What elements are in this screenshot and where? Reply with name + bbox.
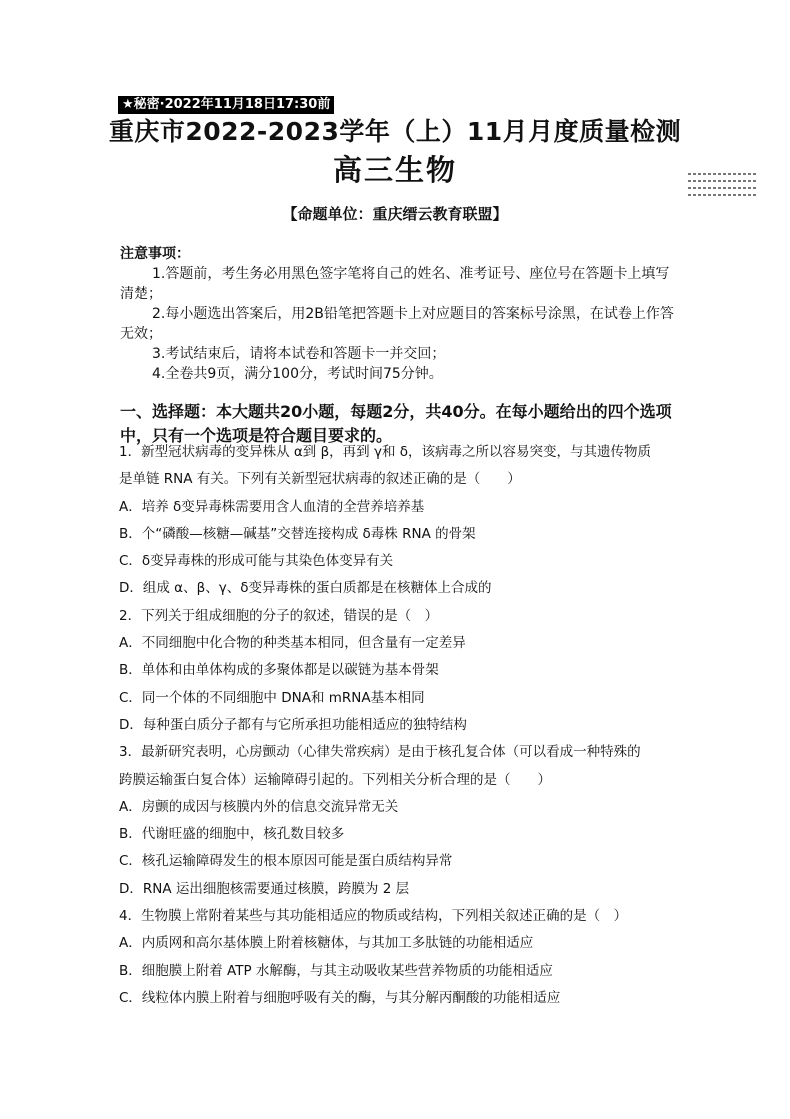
option-line: B．代谢旺盛的细胞中，核孔数目较多	[119, 826, 345, 843]
option-line: C．核孔运输障碍发生的根本原因可能是蛋白质结构异常	[119, 853, 453, 870]
option-line: D．每种蛋白质分子都有与它所承担功能相适应的独特结构	[119, 716, 467, 733]
option-line: C．δ变异毒株的形成可能与其染色体变异有关	[119, 553, 394, 570]
option-line: A．不同细胞中化合物的种类基本相同，但含量有一定差异	[119, 635, 466, 652]
option-line: A．房颤的成因与核膜内外的信息交流异常无关	[119, 798, 399, 815]
question-1-stem: 是单链 RNA 有关。下列有关新型冠状病毒的叙述正确的是（ ）	[119, 471, 521, 488]
option-line: B．个“磷酸—核糖—碱基”交替连接构成 δ毒株 RNA 的骨架	[119, 525, 476, 542]
note-item: 1.答题前，考生务必用黑色签字笔将自己的姓名、准考证号、座位号在答题卡上填写清楚；	[120, 266, 670, 302]
option-line: B．细胞膜上附着 ATP 水解酶，与其主动吸收某些营养物质的功能相适应	[119, 962, 553, 979]
option-line: C．同一个体的不同细胞中 DNA和 mRNA基本相同	[119, 689, 425, 706]
question-3-stem: 跨膜运输蛋白复合体）运输障碍引起的。下列相关分析合理的是（ ）	[119, 771, 551, 788]
note-item: 2.每小题选出答案后，用2B铅笔把答题卡上对应题目的答案标号涂黑，在试卷上作答无效；	[120, 306, 674, 342]
option-line: C．线粒体内膜上附着与细胞呼吸有关的酶，与其分解丙酮酸的功能相适应	[119, 989, 561, 1006]
option-line: D．RNA 运出细胞核需要通过核膜，跨膜为 2 层	[119, 880, 410, 897]
note-item: 4.全卷共9页，满分100分，考试时间75分钟。	[152, 366, 443, 382]
question-3-stem: 3．最新研究表明，心房颤动（心律失常疾病）是由于核孔复合体（可以看成一种特殊的	[119, 744, 641, 761]
option-line: A．内质网和高尔基体膜上附着核糖体，与其加工多肽链的功能相适应	[119, 935, 534, 952]
option-line: B．单体和由单体构成的多聚体都是以碳链为基本骨架	[119, 662, 439, 679]
question-4-stem: 4．生物膜上常附着某些与其功能相适应的物质或结构，下列相关叙述正确的是（ ）	[119, 908, 628, 925]
option-line: A．培养 δ变异毒株需要用含人血清的全营养培养基	[119, 498, 425, 515]
exam-notes	[120, 244, 675, 384]
exam-title: 重庆市2022-2023学年（上）11月月度质量检测	[108, 117, 682, 146]
confidential-label: ★秘密·2022年11月18日17:30前	[118, 96, 334, 114]
question-2-stem: 2．下列关于组成细胞的分子的叙述，错误的是（ ）	[119, 607, 439, 624]
decorative-stripes-icon	[688, 172, 758, 198]
subject-title: 高三生物	[332, 153, 457, 187]
question-1-stem: 1．新型冠状病毒的变异株从 α到 β，再到 γ和 δ，该病毒之所以容易突变，与其遗传物质	[119, 444, 652, 460]
option-line: D．组成 α、β、γ、δ变异毒株的蛋白质都是在核糖体上合成的	[119, 580, 492, 597]
section-heading: 一、选择题：本大题共20小题，每题2分，共40分。在每小题给出的四个选项中，只有一个选项是符合题目要求的。	[120, 402, 672, 445]
questions	[119, 439, 679, 1012]
notes-heading: 注意事项：	[120, 246, 190, 262]
author-unit: 【命题单位：重庆缙云教育联盟】	[282, 205, 508, 223]
note-item: 3.考试结束后，请将本试卷和答题卡一并交回；	[152, 346, 446, 362]
